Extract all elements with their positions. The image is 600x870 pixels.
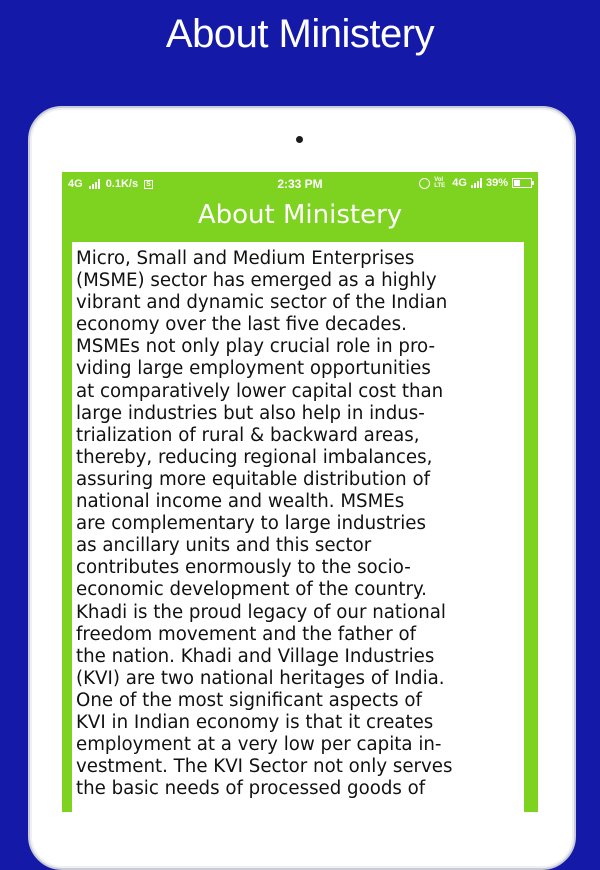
device-screen: [62, 172, 538, 812]
signal-icon-right: [471, 178, 482, 188]
volte-icon: Vol LTE: [434, 177, 446, 189]
status-time: 2:33 PM: [277, 177, 323, 191]
about-ministry-text: Micro, Small and Medium Enterprises (MSME) sector has emerged as a highly vibrant and dynamic sector of the Indian economy over the last five decades. MSMEs not only play crucial role in pro- viding large employment opportunities at comparatively lower capital cost than large industries but also help in indus- trialization of rural & backward areas, thereby, reducing regional imbalances, assuring more equitable distribution of national income and wealth. MSMEs are complementary to large industries as ancillary units and this sector contributes enormously to the socio- economic development of the country. Khadi is the proud legacy of our national freedom movement and the father of the nation. Khadi and Village Industries (KVI) are two national heritages of India. One of the most significant aspects of KVI in Indian economy is that it creates employment at a very low per capita in- vestment. The KVI Sector not only serves the basic needs of processed goods of: [76, 248, 453, 800]
battery-percent: 39%: [485, 177, 508, 189]
network-type-left: 4G: [68, 178, 83, 190]
content-panel[interactable]: [68, 238, 528, 812]
status-right: [419, 177, 532, 189]
camera-icon: [296, 136, 303, 143]
status-bar: [62, 172, 538, 196]
promo-title: About Ministery: [165, 12, 435, 56]
network-type-right: 4G: [452, 177, 467, 189]
app-title: About Ministery: [197, 200, 403, 230]
alarm-icon: [419, 178, 430, 189]
s-notification-icon: S: [146, 180, 151, 188]
network-speed: 0.1K/s: [105, 178, 139, 190]
battery-icon: [512, 178, 532, 188]
